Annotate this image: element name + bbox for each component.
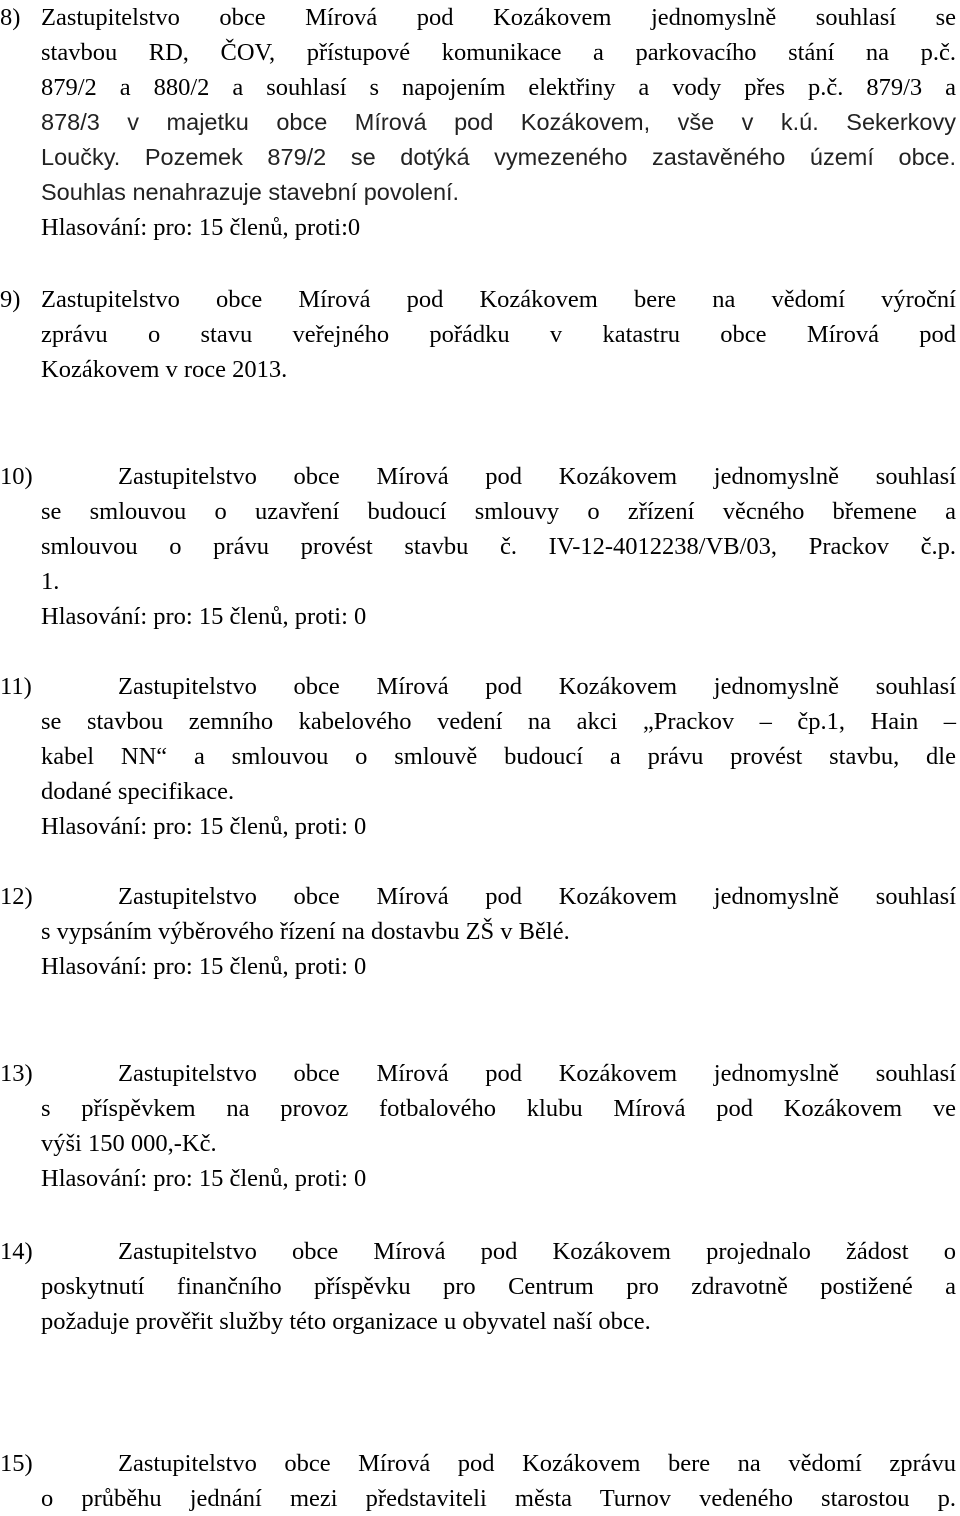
item-10-vote: Hlasování: pro: 15 členů, proti: 0 [41,603,367,630]
item-8-line-6: Souhlas nenahrazuje stavební povolení. [41,179,460,205]
item-13-line-2: výši 150 000,-Kč. [41,1130,217,1157]
item-12-header: Zastupitelstvo obce Mírová pod Kozákovem jednomyslně souhlasí [118,883,956,910]
item-11-line-3: dodané specifikace. [41,778,235,805]
item-13-line-1: s příspěvkem na provoz fotbalového klubu Mírová pod Kozákovem ve [41,1095,956,1122]
item-8-line-5: Loučky. Pozemek 879/2 se dotýká vymezeného zastavěného území obce. [41,144,956,170]
item-13-header: Zastupitelstvo obce Mírová pod Kozákovem jednomyslně souhlasí [118,1060,956,1087]
item-8-line-2: stavbou RD, ČOV, přístupové komunikace a parkovacího stání na p.č. [41,39,956,66]
item-10-line-3: 1. [41,568,60,595]
item-12-line-1: s vypsáním výběrového řízení na dostavbu ZŠ v Bělé. [41,918,570,945]
item-9-number: 9) [0,286,21,313]
item-14-number: 14) [0,1238,33,1265]
item-14-line-1: poskytnutí finančního příspěvku pro Centrum pro zdravotně postižené a [41,1273,956,1300]
item-11-line-2: kabel NN“ a smlouvou o smlouvě budoucí a právu provést stavbu, dle [41,743,956,770]
item-12-vote: Hlasování: pro: 15 členů, proti: 0 [41,953,367,980]
item-11-header: Zastupitelstvo obce Mírová pod Kozákovem jednomyslně souhlasí [118,673,956,700]
item-12-number: 12) [0,883,33,910]
item-13-number: 13) [0,1060,33,1087]
item-9-line-1: Zastupitelstvo obce Mírová pod Kozákovem bere na vědomí výroční [41,286,956,313]
item-8-line-1: Zastupitelstvo obce Mírová pod Kozákovem jednomyslně souhlasí se [41,4,956,31]
item-8-number: 8) [0,4,21,31]
item-14-line-2: požaduje prověřit služby této organizace u obyvatel naší obce. [41,1308,651,1335]
item-15-number: 15) [0,1450,33,1477]
item-14-header: Zastupitelstvo obce Mírová pod Kozákovem projednalo žádost o [118,1238,956,1265]
item-11-number: 11) [0,673,32,700]
item-10-header: Zastupitelstvo obce Mírová pod Kozákovem jednomyslně souhlasí [118,463,956,490]
item-15-header: Zastupitelstvo obce Mírová pod Kozákovem bere na vědomí zprávu [118,1450,956,1477]
item-8-vote: Hlasování: pro: 15 členů, proti:0 [41,214,361,241]
item-8-line-3: 879/2 a 880/2 a souhlasí s napojením elektřiny a vody přes p.č. 879/3 a [41,74,956,101]
item-11-line-1: se stavbou zemního kabelového vedení na akci „Prackov – čp.1, Hain – [41,708,956,735]
item-8-line-4: 878/3 v majetku obce Mírová pod Kozákovem, vše v k.ú. Sekerkovy [41,109,956,135]
item-11-vote: Hlasování: pro: 15 členů, proti: 0 [41,813,367,840]
item-10-number: 10) [0,463,33,490]
item-13-vote: Hlasování: pro: 15 členů, proti: 0 [41,1165,367,1192]
item-15-line-1: o průběhu jednání mezi představiteli města Turnov vedeného starostou p. [41,1485,956,1512]
item-9-line-2: zprávu o stavu veřejného pořádku v katastru obce Mírová pod [41,321,956,348]
item-10-line-2: smlouvou o právu provést stavbu č. IV-12-4012238/VB/03, Prackov č.p. [41,533,956,560]
item-9-line-3: Kozákovem v roce 2013. [41,356,288,383]
item-10-line-1: se smlouvou o uzavření budoucí smlouvy o zřízení věcného břemene a [41,498,956,525]
